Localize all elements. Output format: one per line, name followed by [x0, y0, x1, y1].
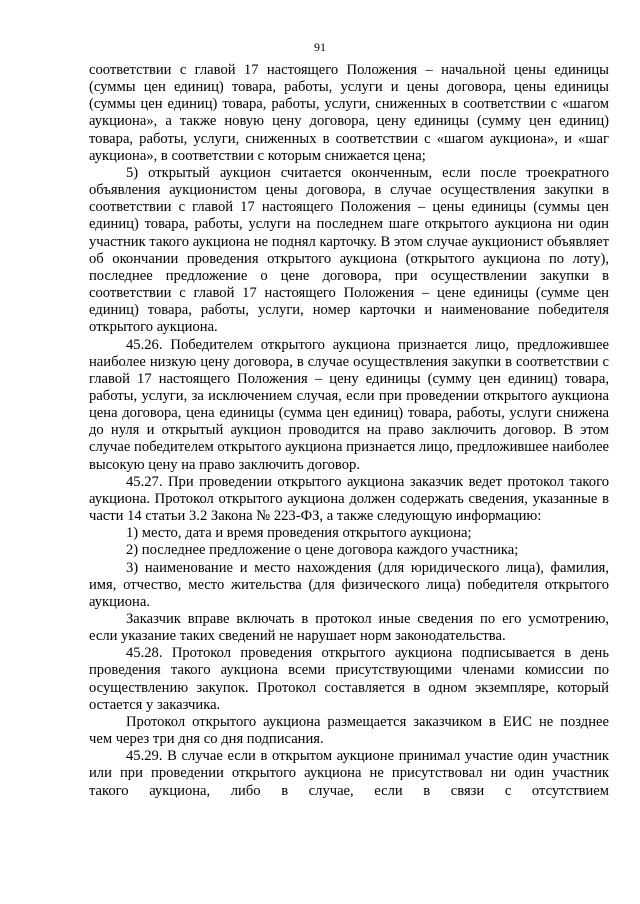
paragraph-10: Протокол открытого аукциона размещается заказчиком в ЕИС не позднее чем через три дня со дня подписания. — [89, 713, 609, 748]
paragraph-6: 2) последнее предложение о цене договора каждого участника; — [126, 542, 519, 559]
paragraph-11: 45.29. В случае если в открытом аукционе принимал участие один участник или при проведении открытого аукциона не присутствовал ни один участник такого аукциона, либо в случае, если в связи с отсутствием — [89, 748, 609, 799]
paragraph-5: 1) место, дата и время проведения открытого аукциона; — [126, 525, 472, 542]
paragraph-2: 5) открытый аукцион считается оконченным, если после троекратного объявления аукционистом цены договора, в случае осуществления закупки в соответствии с главой 17 настоящего Положения – цены единицы (суммы цен единиц) товара, работы, услуги на последнем шаге открытого аукциона ни один участник такого аукциона не поднял карточку. В этом случае аукционист объявляет об окончании проведения открытого аукциона (открытого аукциона по лоту), последнее предложение о цене договора, при осуществлении закупки в соответствии с главой 17 настоящего Положения – цене единицы (сумме цен единиц) товара, работы, услуги, номер карточки и наименование победителя открытого аукциона. — [89, 164, 609, 336]
paragraph-4: 45.27. При проведении открытого аукциона заказчик ведет протокол такого аукциона. Протокол открытого аукциона должен содержать сведения, указанные в части 14 статьи 3.2 Закона № 223-ФЗ, а также следующую информацию: — [89, 473, 609, 525]
paragraph-1: соответствии с главой 17 настоящего Положения – начальной цены единицы (суммы цен единиц) товара, работы, услуги и цены договора, цены единицы (суммы цен единиц) товара, работы, услуги, сниженных в соответствии с «шагом аукциона», а также новую цену договора, цену единицы (сумму цен единиц) товара, работы, услуги, сниженных в соответствии с «шагом аукциона», и «шаг аукциона», в соответствии с которым снижается цена; — [89, 62, 609, 164]
paragraph-7: 3) наименование и место нахождения (для юридического лица), фамилия, имя, отчество, место жительства (для физического лица) победителя открытого аукциона. — [89, 559, 609, 610]
paragraph-8: Заказчик вправе включать в протокол иные сведения по его усмотрению, если указание таких сведений не нарушает норм законодательства. — [89, 611, 609, 645]
document-body — [89, 62, 609, 800]
paragraph-3: 45.26. Победителем открытого аукциона признается лицо, предложившее наиболее низкую цену договора, в случае осуществления закупки в соответствии с главой 17 настоящего Положения – цену единицы (сумму цен единиц) товара, работы, услуги, за исключением случая, если при проведении открытого аукциона цена договора, цена единицы (сумма цен единиц) товара, работы, услуги снижена до нуля и открытый аукцион проводится на право заключить договор. В этом случае победителем открытого аукциона признается лицо, предложившее наиболее высокую цену на право заключить договор. — [89, 336, 609, 473]
paragraph-9: 45.28. Протокол проведения открытого аукциона подписывается в день проведения такого аукциона всеми присутствующими членами комиссии по осуществлению закупок. Протокол составляется в одном экземпляре, который остается у заказчика. — [89, 645, 609, 713]
page-number: 91 — [314, 40, 326, 54]
